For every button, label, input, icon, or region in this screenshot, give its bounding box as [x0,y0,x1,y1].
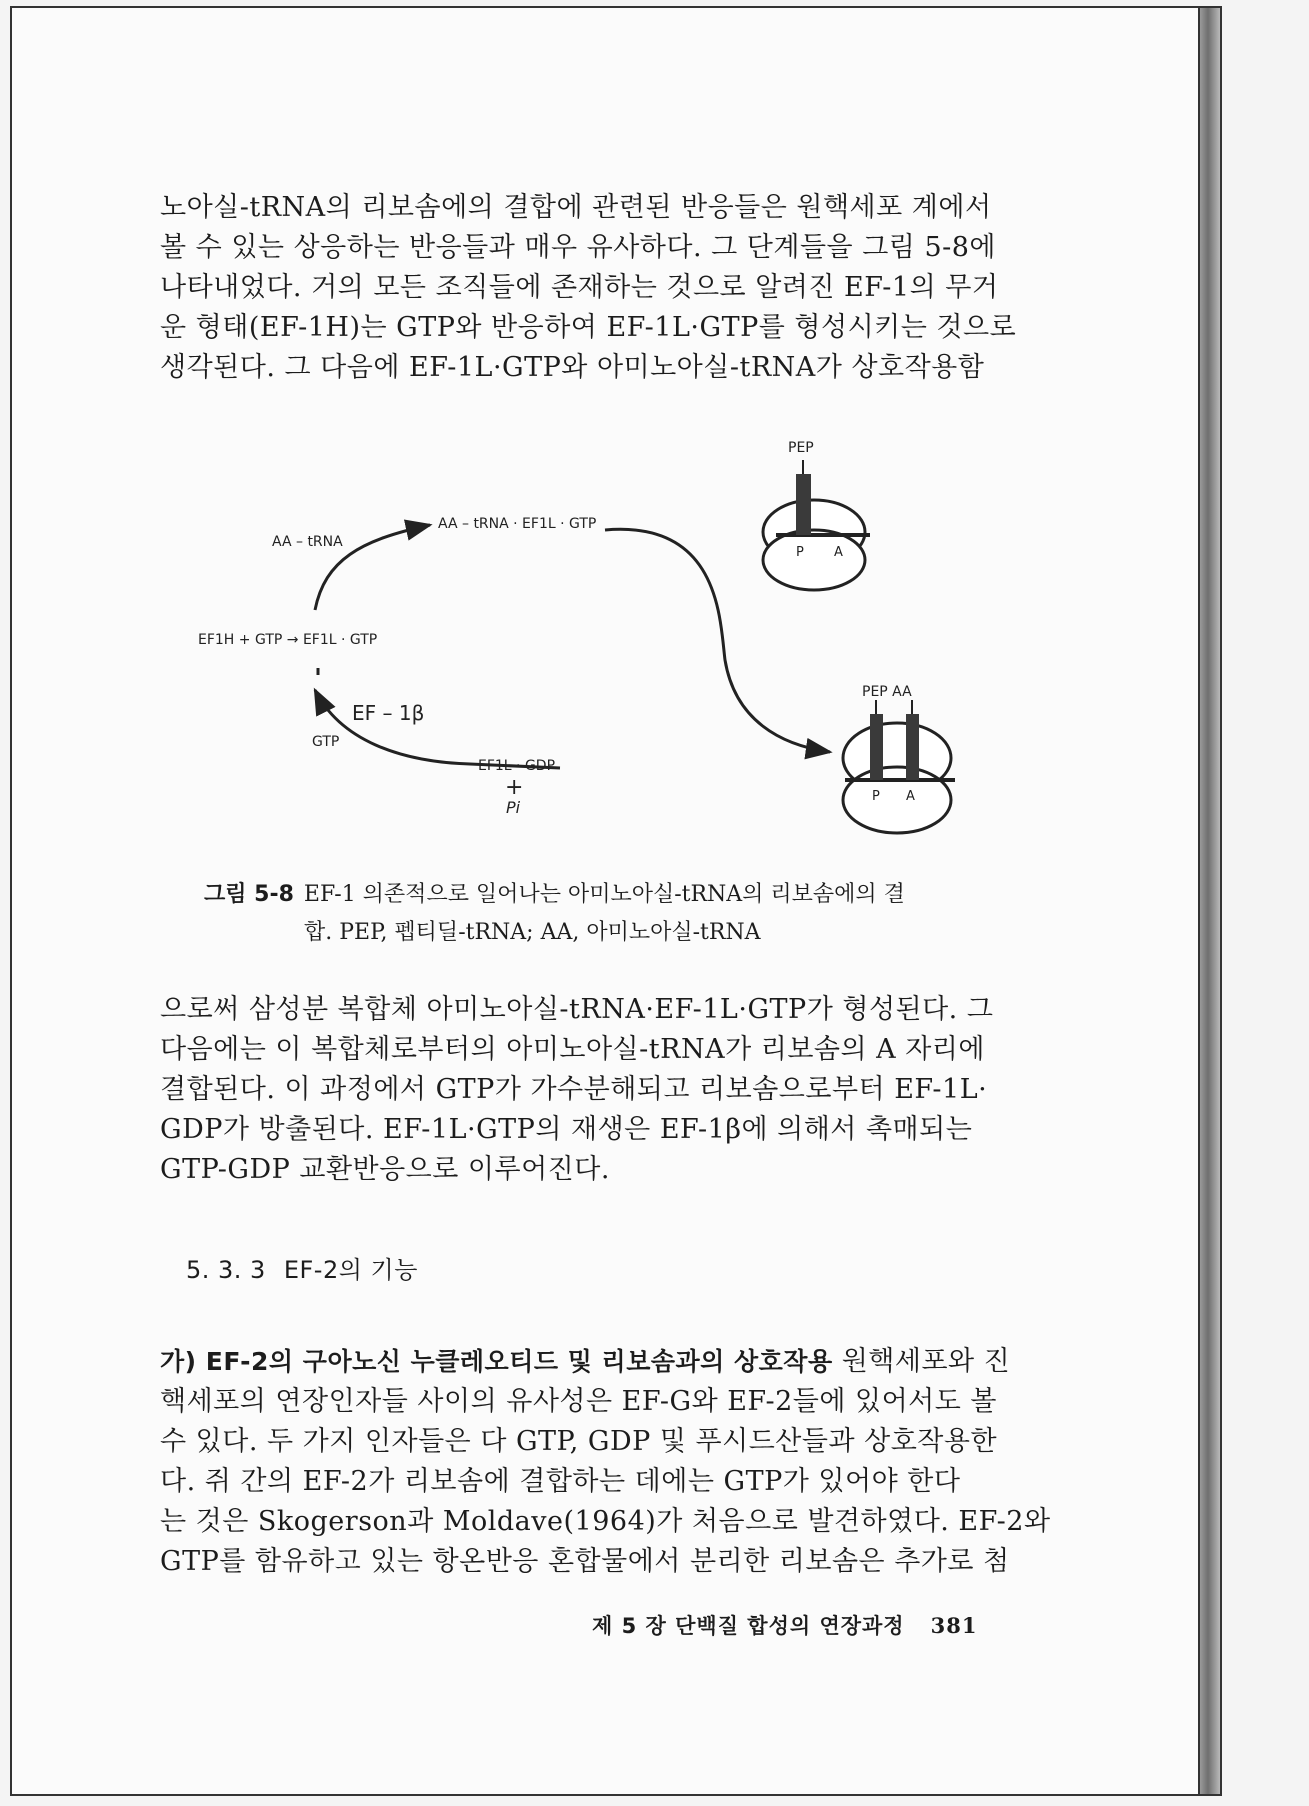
label-pep-top: PEP [788,440,814,456]
text-line: GTP-GDP 교환반응으로 이루어진다. [160,1154,610,1185]
lead-rest: 원핵세포와 진 [832,1346,1011,1377]
label-pep-aa: PEP AA [862,684,912,700]
label-p-site-2: P [872,789,880,804]
paragraph-2 [160,990,1018,1190]
label-plus: + [505,775,524,800]
figure-5-8-diagram [0,0,1309,870]
page-footer [592,1610,977,1640]
label-p-site: P [796,545,804,560]
text-line: 나타내었다. 거의 모든 조직들에 존재하는 것으로 알려진 EF-1의 무거 [160,272,999,303]
page-number: 381 [930,1613,978,1638]
text-line-lead [160,1342,1018,1382]
ribosome-top [763,440,870,590]
figure-caption [204,876,905,952]
caption-line-1: EF-1 의존적으로 일어나는 아미노아실-tRNA의 리보솜에의 결 [303,882,905,907]
text-line: 결합된다. 이 과정에서 GTP가 가수분해되고 리보솜으로부터 EF-1L· [160,1074,988,1105]
paragraph-3 [160,1342,1051,1582]
text-line: 는 것은 Skogerson과 Moldave(1964)가 처음으로 발견하였다. EF-2와 [160,1506,1051,1537]
label-ef-1b: EF – 1β [352,701,425,725]
text-line: 다음에는 이 복합체로부터의 아미노아실-tRNA가 리보솜의 A 자리에 [160,1034,985,1065]
bold-lead: 가) EF-2의 구아노신 누클레오티드 및 리보솜과의 상호작용 [160,1347,833,1376]
text-line: 다. 쥐 간의 EF-2가 리보솜에 결합하는 데에는 GTP가 있어야 한다 [160,1466,961,1497]
label-a-site-2: A [906,789,915,804]
text-line: 핵세포의 연장인자들 사이의 유사성은 EF-G와 EF-2들에 있어서도 볼 [160,1386,997,1417]
label-aa-trna: AA – tRNA [272,534,343,550]
caption-line-2: 합. PEP, 펩티딜-tRNA; AA, 아미노아실-tRNA [304,920,761,945]
text-line: 노아실-tRNA의 리보솜에의 결합에 관련된 반응들은 원핵세포 계에서 [160,192,992,223]
label-pi: Pi [506,798,521,817]
ribosome-bottom [843,684,955,833]
text-line: 수 있다. 두 가지 인자들은 다 GTP, GDP 및 푸시드산들과 상호작용한 [160,1426,998,1457]
section-number: 5. 3. 3 [186,1256,266,1284]
text-line: 으로써 삼성분 복합체 아미노아실-tRNA·EF-1L·GTP가 형성된다. 그 [160,994,994,1025]
label-gtp: GTP [312,734,340,750]
section-title: EF-2의 기능 [283,1256,418,1284]
chapter-title: 제 5 장 단백질 합성의 연장과정 [592,1614,905,1638]
text-line: GDP가 방출된다. EF-1L·GTP의 재생은 EF-1β에 의해서 촉매되는 [160,1114,973,1145]
section-heading [186,1250,418,1285]
label-a-site: A [834,545,843,560]
text-line: GTP를 함유하고 있는 항온반응 혼합물에서 분리한 리보솜은 추가로 첨 [160,1546,1010,1577]
text-line: 생각된다. 그 다음에 EF-1L·GTP와 아미노아실-tRNA가 상호작용함 [160,352,985,383]
label-aa-trna-complex: AA – tRNA · EF1L · GTP [438,516,597,532]
figure-number: 그림 5-8 [204,882,294,907]
label-efl-gdp: EF1L · GDP [478,758,556,774]
text-line: 운 형태(EF-1H)는 GTP와 반응하여 EF-1L·GTP를 형성시키는 것으로 [160,312,1017,343]
label-efh-reaction: EF1H + GTP → EF1L · GTP [198,632,378,648]
text-line: 볼 수 있는 상응하는 반응들과 매우 유사하다. 그 단계들을 그림 5-8에 [160,232,997,263]
